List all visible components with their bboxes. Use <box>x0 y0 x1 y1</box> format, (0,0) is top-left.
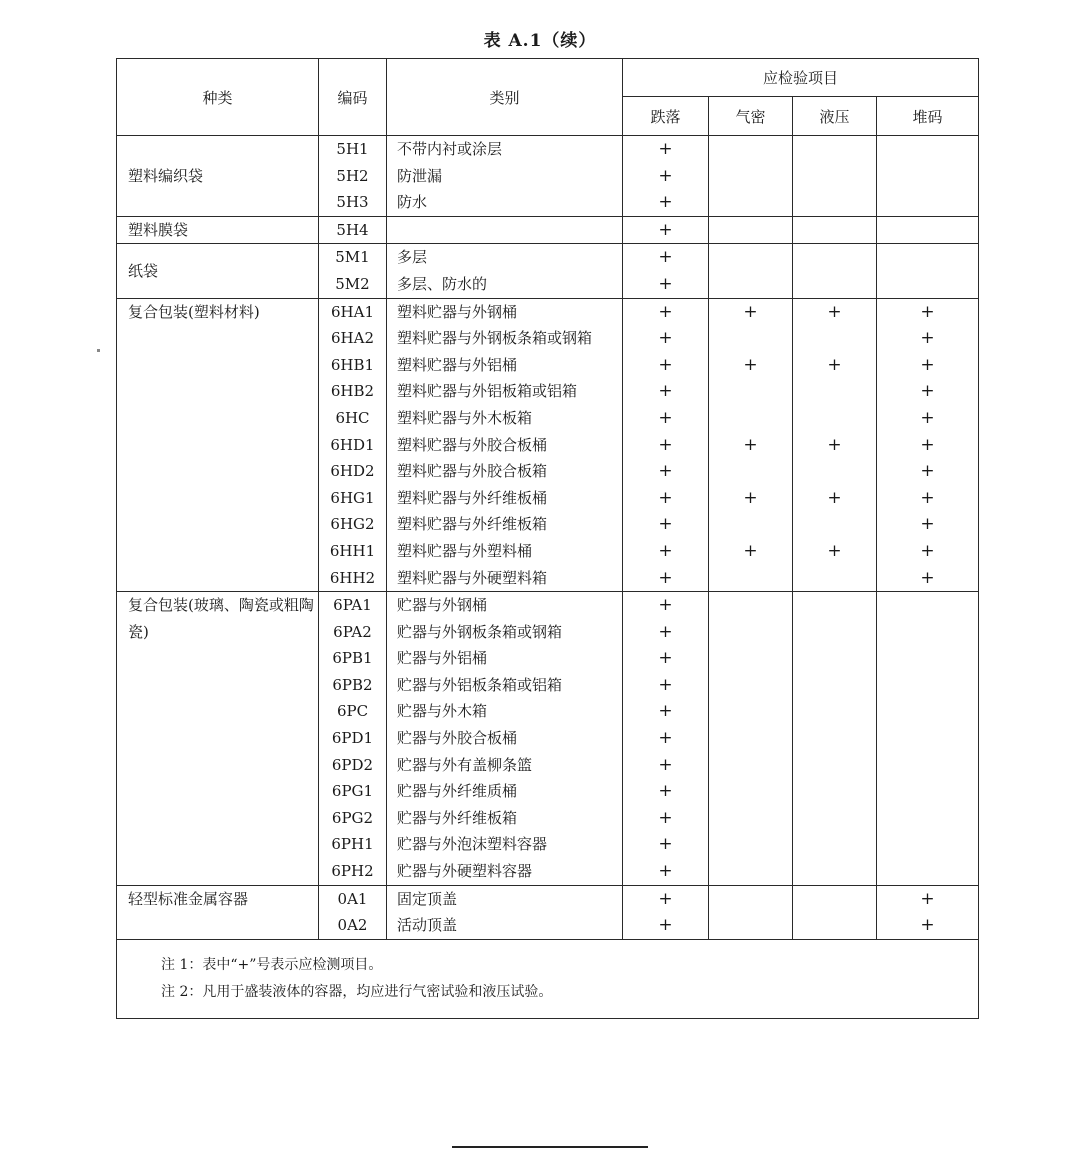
category-value: 贮器与外木箱 <box>397 702 488 721</box>
test-mark <box>793 163 876 190</box>
test-mark <box>877 672 978 699</box>
test-airtight-cell <box>709 216 793 244</box>
test-mark <box>793 378 876 405</box>
category-value: 塑料贮器与外铝板箱或铝箱 <box>397 382 578 401</box>
test-mark: + <box>658 381 673 402</box>
table-body <box>117 136 979 940</box>
test-mark <box>709 136 792 163</box>
test-hydraulic-cell <box>793 216 877 244</box>
test-mark: + <box>920 434 935 455</box>
test-mark: + <box>920 888 935 909</box>
kind-label: 复合包装(玻璃、陶瓷或粗陶瓷) <box>128 596 314 641</box>
category-cell <box>387 244 623 298</box>
category-value: 贮器与外胶合板桶 <box>397 729 518 748</box>
test-mark <box>709 886 792 913</box>
code-cell <box>319 216 387 244</box>
test-mark <box>793 244 876 271</box>
test-mark: + <box>658 139 673 159</box>
test-mark <box>793 858 876 885</box>
test-mark <box>709 912 792 939</box>
test-mark: + <box>920 381 935 402</box>
test-mark <box>793 778 876 805</box>
category-cell <box>387 136 623 217</box>
test-mark <box>793 511 876 538</box>
code-cell <box>319 136 387 217</box>
test-airtight-cell <box>709 244 793 298</box>
test-drop-cell <box>623 298 709 592</box>
test-airtight-cell <box>709 885 793 939</box>
test-mark <box>793 752 876 779</box>
test-mark <box>877 271 978 298</box>
test-mark <box>793 645 876 672</box>
test-mark <box>709 163 792 190</box>
table-group-row <box>117 216 979 244</box>
test-mark: + <box>658 888 673 909</box>
test-stacking-cell <box>877 216 979 244</box>
test-mark: + <box>658 807 673 828</box>
header-test-drop: 跌落 <box>623 97 709 136</box>
code-value: 5M1 <box>335 248 370 267</box>
test-hydraulic-cell <box>793 885 877 939</box>
test-mark <box>793 831 876 858</box>
test-mark <box>709 244 792 271</box>
category-value: 活动顶盖 <box>397 916 458 935</box>
test-mark <box>877 619 978 646</box>
test-mark: + <box>920 301 935 322</box>
test-mark: + <box>658 247 673 268</box>
category-value: 塑料贮器与外胶合板箱 <box>397 462 548 481</box>
test-mark: + <box>827 487 842 508</box>
test-mark <box>709 378 792 405</box>
category-value: 贮器与外铝桶 <box>397 649 488 668</box>
kind-cell <box>117 592 319 886</box>
code-value: 0A2 <box>337 916 368 935</box>
category-value: 多层 <box>397 248 428 267</box>
test-mark <box>793 458 876 485</box>
test-mark: + <box>920 407 935 428</box>
test-mark <box>793 565 876 592</box>
category-value: 不带内衬或涂层 <box>397 140 503 158</box>
test-hydraulic-cell <box>793 592 877 886</box>
category-value: 塑料贮器与外胶合板桶 <box>397 435 548 454</box>
code-value: 0A1 <box>337 889 368 908</box>
test-mark: + <box>658 834 673 855</box>
code-cell <box>319 244 387 298</box>
test-mark <box>709 405 792 432</box>
test-drop-cell <box>623 136 709 217</box>
code-value: 5H2 <box>336 166 369 185</box>
code-value: 5H3 <box>336 193 369 212</box>
note-2: 注 2：凡用于盛装液体的容器，均应进行气密试验和液压试验。 <box>161 983 553 1000</box>
category-value: 塑料贮器与外钢板条箱或钢箱 <box>397 329 593 348</box>
test-drop-cell <box>623 244 709 298</box>
test-mark <box>793 912 876 939</box>
category-value: 贮器与外铝板条箱或铝箱 <box>397 675 563 694</box>
test-mark: + <box>658 192 673 213</box>
header-kind: 种类 <box>117 59 319 136</box>
category-value: 贮器与外纤维板箱 <box>397 808 518 827</box>
test-mark <box>793 592 876 619</box>
code-value: 6PG1 <box>331 782 374 801</box>
test-mark: + <box>658 915 673 936</box>
test-mark: + <box>920 461 935 482</box>
test-mark: + <box>658 701 673 722</box>
code-value: 6HC <box>335 408 370 427</box>
test-mark: + <box>827 301 842 322</box>
test-mark <box>709 271 792 298</box>
category-cell <box>387 298 623 592</box>
test-drop-cell <box>623 216 709 244</box>
kind-label: 塑料膜袋 <box>128 220 189 239</box>
test-mark: + <box>658 219 673 240</box>
test-mark <box>709 858 792 885</box>
code-value: 6PH1 <box>331 835 374 854</box>
test-mark: + <box>658 595 673 616</box>
header-tests-group: 应检验项目 <box>623 59 979 97</box>
category-value: 塑料贮器与外木板箱 <box>397 408 533 427</box>
test-mark: + <box>658 781 673 802</box>
test-airtight-cell <box>709 298 793 592</box>
category-value: 固定顶盖 <box>397 889 458 908</box>
test-mark <box>793 136 876 163</box>
test-mark <box>793 886 876 913</box>
test-mark: + <box>658 461 673 482</box>
code-value: 6PD2 <box>331 755 374 774</box>
test-mark <box>877 752 978 779</box>
test-mark <box>877 858 978 885</box>
category-value: 塑料贮器与外纤维板箱 <box>397 515 548 534</box>
test-mark <box>877 698 978 725</box>
kind-label: 纸袋 <box>128 261 159 280</box>
category-cell <box>387 885 623 939</box>
test-mark: + <box>920 328 935 349</box>
kind-cell <box>117 885 319 939</box>
category-value: 贮器与外硬塑料容器 <box>397 862 533 881</box>
test-mark <box>793 805 876 832</box>
test-stacking-cell <box>877 885 979 939</box>
test-mark: + <box>658 165 673 186</box>
notes-cell <box>117 939 979 1018</box>
test-mark: + <box>658 354 673 375</box>
code-value: 6HD2 <box>330 462 375 481</box>
test-mark <box>877 189 978 216</box>
test-mark <box>709 672 792 699</box>
code-value: 6HA1 <box>330 302 374 321</box>
test-hydraulic-cell <box>793 244 877 298</box>
header-test-hydraulic: 液压 <box>793 97 877 136</box>
header-test-stacking: 堆码 <box>877 97 979 136</box>
test-mark: + <box>658 301 673 322</box>
test-mark <box>709 189 792 216</box>
category-value: 防水 <box>397 193 428 212</box>
test-mark <box>877 778 978 805</box>
table-group-row <box>117 298 979 592</box>
test-mark <box>793 325 876 352</box>
table-group-row <box>117 244 979 298</box>
test-mark: + <box>658 514 673 535</box>
test-mark <box>877 244 978 271</box>
category-value: 防泄漏 <box>397 166 443 185</box>
code-value: 6PB2 <box>332 675 373 694</box>
kind-label: 塑料编织袋 <box>128 166 204 185</box>
category-cell <box>387 592 623 886</box>
code-value: 6HG2 <box>330 515 375 534</box>
test-stacking-cell <box>877 244 979 298</box>
code-value: 6PB1 <box>332 649 373 668</box>
code-value: 6PA1 <box>333 596 372 615</box>
test-mark <box>877 805 978 832</box>
test-mark <box>709 831 792 858</box>
code-cell <box>319 592 387 886</box>
test-mark <box>709 511 792 538</box>
test-airtight-cell <box>709 136 793 217</box>
test-mark: + <box>658 861 673 882</box>
code-value: 6HG1 <box>330 488 375 507</box>
category-value: 塑料贮器与外纤维板桶 <box>397 488 548 507</box>
kind-cell <box>117 216 319 244</box>
table-group-row <box>117 885 979 939</box>
category-value <box>397 217 622 244</box>
code-cell <box>319 885 387 939</box>
test-mark: + <box>658 754 673 775</box>
test-mark: + <box>920 487 935 508</box>
test-hydraulic-cell <box>793 298 877 592</box>
test-mark <box>709 458 792 485</box>
code-value: 6HD1 <box>330 435 375 454</box>
test-mark <box>709 592 792 619</box>
category-value: 塑料贮器与外铝桶 <box>397 355 518 374</box>
test-mark <box>793 271 876 298</box>
code-value: 6HH2 <box>329 568 376 587</box>
test-mark <box>877 163 978 190</box>
test-mark <box>793 619 876 646</box>
kind-label: 复合包装(塑料材料) <box>128 302 260 321</box>
test-mark <box>793 189 876 216</box>
table-title: 表 A.1（续） <box>483 31 597 51</box>
test-mark: + <box>743 434 758 455</box>
test-mark: + <box>743 354 758 375</box>
code-value: 6PC <box>336 702 369 721</box>
test-mark: + <box>658 407 673 428</box>
test-mark <box>877 725 978 752</box>
test-mark <box>709 698 792 725</box>
test-mark <box>877 645 978 672</box>
test-mark <box>793 405 876 432</box>
code-value: 6PA2 <box>333 622 372 641</box>
category-value: 贮器与外有盖柳条篮 <box>397 755 533 774</box>
test-mark <box>793 725 876 752</box>
code-value: 6PD1 <box>331 729 374 748</box>
header-category: 类别 <box>387 59 623 136</box>
test-mark: + <box>658 621 673 642</box>
kind-label: 轻型标准金属容器 <box>128 889 249 908</box>
test-mark <box>709 778 792 805</box>
code-value: 6HB2 <box>330 382 375 401</box>
inspection-table <box>116 58 979 1019</box>
category-value: 塑料贮器与外塑料桶 <box>397 541 533 560</box>
test-mark <box>709 752 792 779</box>
test-mark: + <box>920 915 935 936</box>
code-value: 6HH1 <box>329 541 376 560</box>
test-mark <box>709 325 792 352</box>
header-code: 编码 <box>319 59 387 136</box>
test-mark: + <box>658 434 673 455</box>
code-value: 5H1 <box>336 140 369 158</box>
note-1: 注 1：表中“+”号表示应检测项目。 <box>161 956 383 973</box>
test-mark: + <box>658 487 673 508</box>
code-cell <box>319 298 387 592</box>
test-mark <box>709 805 792 832</box>
test-mark: + <box>827 540 842 561</box>
test-mark: + <box>743 540 758 561</box>
test-drop-cell <box>623 592 709 886</box>
test-mark: + <box>920 540 935 561</box>
category-value: 贮器与外泡沫塑料容器 <box>397 835 548 854</box>
test-mark: + <box>827 354 842 375</box>
code-value: 6PG2 <box>331 808 374 827</box>
category-value: 塑料贮器与外硬塑料箱 <box>397 568 548 587</box>
code-value: 5H4 <box>336 220 369 239</box>
table-group-row <box>117 592 979 886</box>
category-cell <box>387 216 623 244</box>
test-mark <box>877 592 978 619</box>
code-value: 5M2 <box>335 274 370 293</box>
test-mark: + <box>658 567 673 588</box>
header-test-airtight: 气密 <box>709 97 793 136</box>
test-mark <box>877 217 978 244</box>
footer-rule <box>452 1146 648 1148</box>
test-hydraulic-cell <box>793 136 877 217</box>
code-value: 6HB1 <box>330 355 375 374</box>
category-value: 多层、防水的 <box>397 274 488 293</box>
test-mark <box>877 831 978 858</box>
test-mark <box>709 645 792 672</box>
kind-cell <box>117 244 319 298</box>
table-group-row <box>117 136 979 217</box>
test-mark: + <box>920 567 935 588</box>
test-airtight-cell <box>709 592 793 886</box>
test-mark <box>793 698 876 725</box>
test-mark: + <box>743 487 758 508</box>
test-mark <box>793 672 876 699</box>
test-stacking-cell <box>877 298 979 592</box>
test-mark <box>709 217 792 244</box>
test-mark <box>709 619 792 646</box>
test-mark: + <box>658 273 673 294</box>
test-mark <box>877 136 978 163</box>
category-value: 贮器与外纤维质桶 <box>397 782 518 801</box>
test-mark: + <box>658 648 673 669</box>
test-mark: + <box>658 540 673 561</box>
category-value: 贮器与外钢桶 <box>397 596 488 615</box>
test-mark: + <box>920 354 935 375</box>
kind-cell <box>117 298 319 592</box>
test-mark: + <box>658 728 673 749</box>
test-drop-cell <box>623 885 709 939</box>
code-value: 6HA2 <box>330 329 374 348</box>
test-mark: + <box>743 301 758 322</box>
test-mark: + <box>658 674 673 695</box>
test-mark: + <box>920 514 935 535</box>
test-mark <box>709 725 792 752</box>
test-mark: + <box>827 434 842 455</box>
test-mark: + <box>658 328 673 349</box>
code-value: 6PH2 <box>331 862 374 881</box>
test-stacking-cell <box>877 136 979 217</box>
category-value: 贮器与外钢板条箱或钢箱 <box>397 622 563 641</box>
test-mark <box>793 217 876 244</box>
category-value: 塑料贮器与外钢桶 <box>397 302 518 321</box>
test-stacking-cell <box>877 592 979 886</box>
test-mark <box>709 565 792 592</box>
kind-cell <box>117 136 319 217</box>
scan-speck <box>97 349 100 352</box>
